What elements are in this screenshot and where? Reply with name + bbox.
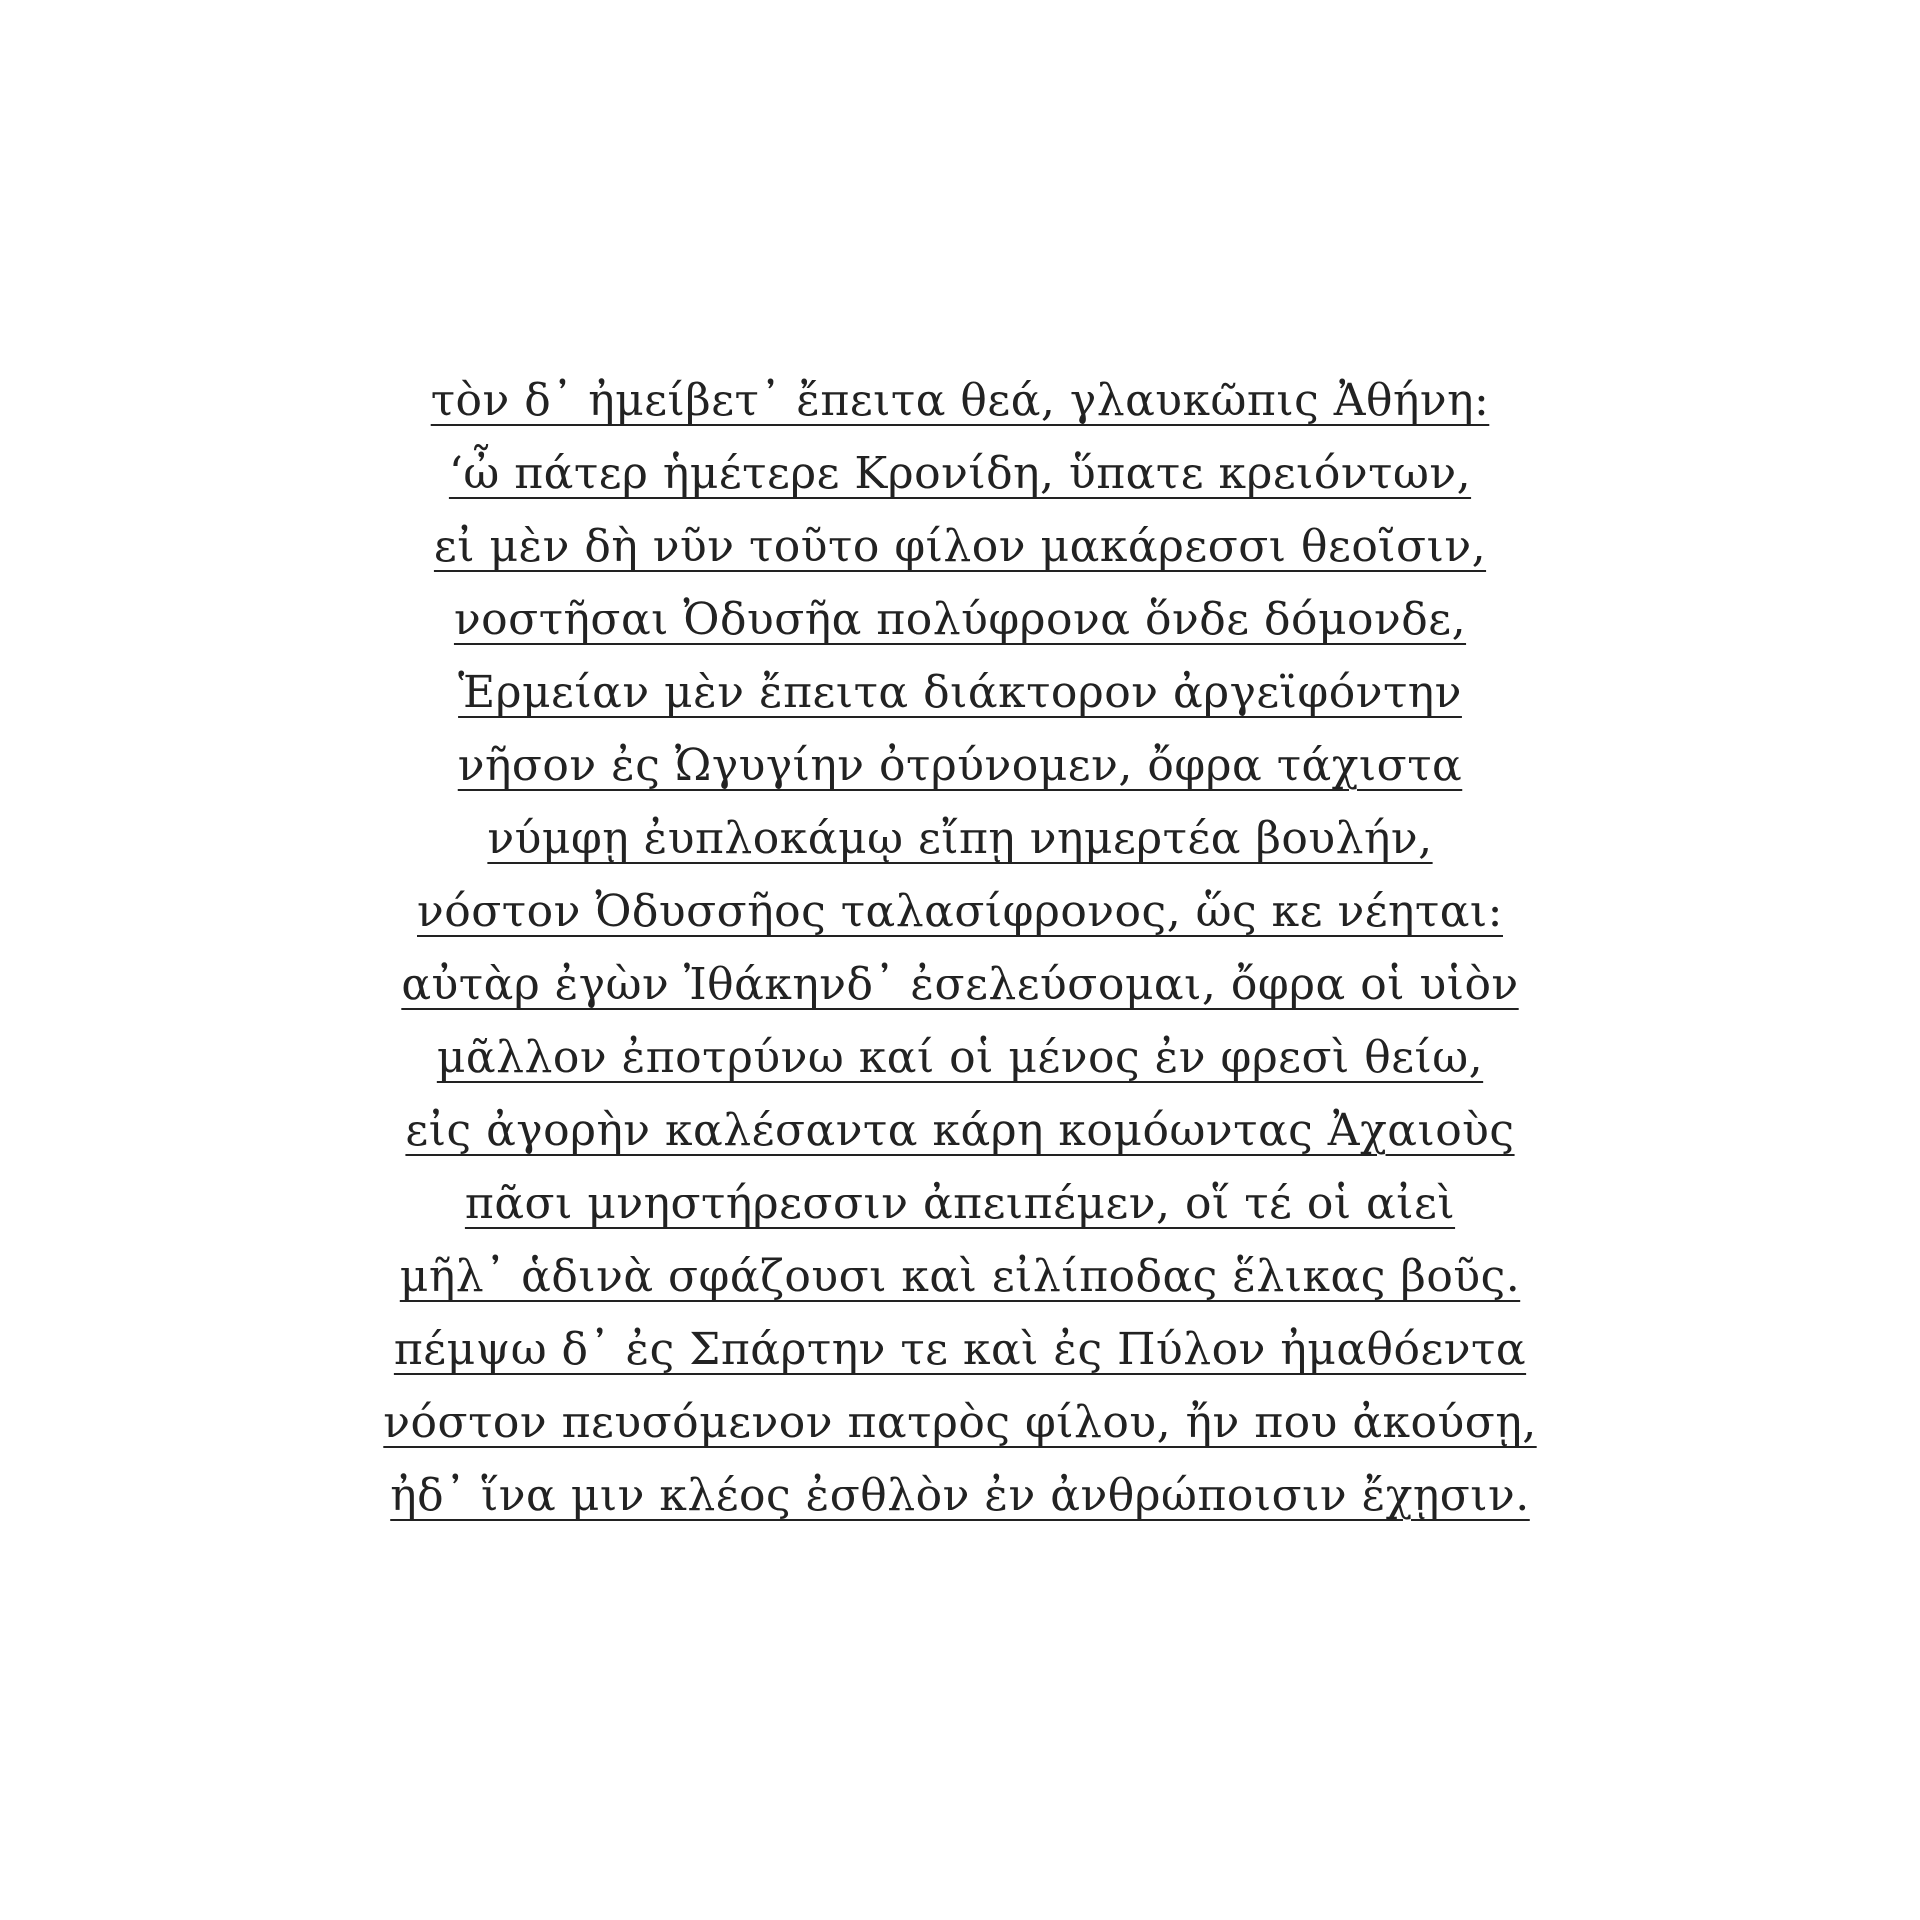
poem-line-text: νόστον Ὀδυσσῆος ταλασίφρονος, ὥς κε νέηται: <box>417 886 1503 937</box>
poem-line <box>0 1174 1920 1247</box>
poem-text <box>0 371 1920 1539</box>
poem-line-text: εἰ μὲν δὴ νῦν τοῦτο φίλον μακάρεσσι θεοῖσιν, <box>433 521 1487 572</box>
poem-line <box>0 663 1920 736</box>
poem-line <box>0 1247 1920 1320</box>
poem-line-text: νόστον πευσόμενον πατρὸς φίλου, ἤν που ἀκούσῃ, <box>383 1397 1537 1448</box>
poem-line-text: ἠδ᾽ ἵνα μιν κλέος ἐσθλὸν ἐν ἀνθρώποισιν ἔχῃσιν. <box>390 1470 1530 1521</box>
poem-line <box>0 517 1920 590</box>
poem-line-text: Ἑρμείαν μὲν ἔπειτα διάκτορον ἀργεϊφόντην <box>458 667 1462 718</box>
poem-line <box>0 444 1920 517</box>
poem-line <box>0 736 1920 809</box>
poem-line-text: νύμφῃ ἐυπλοκάμῳ εἴπῃ νημερτέα βουλήν, <box>487 813 1433 864</box>
poem-line <box>0 590 1920 663</box>
poem-line <box>0 1028 1920 1101</box>
poem-line <box>0 955 1920 1028</box>
poem-line-text: ‘ὦ πάτερ ἡμέτερε Κρονίδη, ὕπατε κρειόντων, <box>448 448 1472 499</box>
poem-line <box>0 1101 1920 1174</box>
poem-line-text: νοστῆσαι Ὀδυσῆα πολύφρονα ὅνδε δόμονδε, <box>453 594 1467 645</box>
poem-line-text: τὸν δ᾽ ἠμείβετ᾽ ἔπειτα θεά, γλαυκῶπις Ἀθήνη: <box>430 375 1490 426</box>
poem-line <box>0 809 1920 882</box>
poem-line-text: πᾶσι μνηστήρεσσιν ἀπειπέμεν, οἵ τέ οἱ αἰεὶ <box>464 1178 1456 1229</box>
poem-line-text: νῆσον ἐς Ὠγυγίην ὀτρύνομεν, ὄφρα τάχιστα <box>457 740 1463 791</box>
poem-line-text: πέμψω δ᾽ ἐς Σπάρτην τε καὶ ἐς Πύλον ἠμαθόεντα <box>393 1324 1527 1375</box>
poem-line-text: αὐτὰρ ἐγὼν Ἰθάκηνδ᾽ ἐσελεύσομαι, ὄφρα οἱ υἱὸν <box>401 959 1519 1010</box>
poem-line <box>0 882 1920 955</box>
poem-line <box>0 1466 1920 1539</box>
poem-line-text: μῆλ᾽ ἁδινὰ σφάζουσι καὶ εἰλίποδας ἕλικας βοῦς. <box>399 1251 1521 1302</box>
poem-line <box>0 1393 1920 1466</box>
poem-line-text: μᾶλλον ἐποτρύνω καί οἱ μένος ἐν φρεσὶ θείω, <box>436 1032 1484 1083</box>
poem-line-text: εἰς ἀγορὴν καλέσαντα κάρη κομόωντας Ἀχαιοὺς <box>405 1105 1515 1156</box>
poem-line <box>0 371 1920 444</box>
poem-line <box>0 1320 1920 1393</box>
